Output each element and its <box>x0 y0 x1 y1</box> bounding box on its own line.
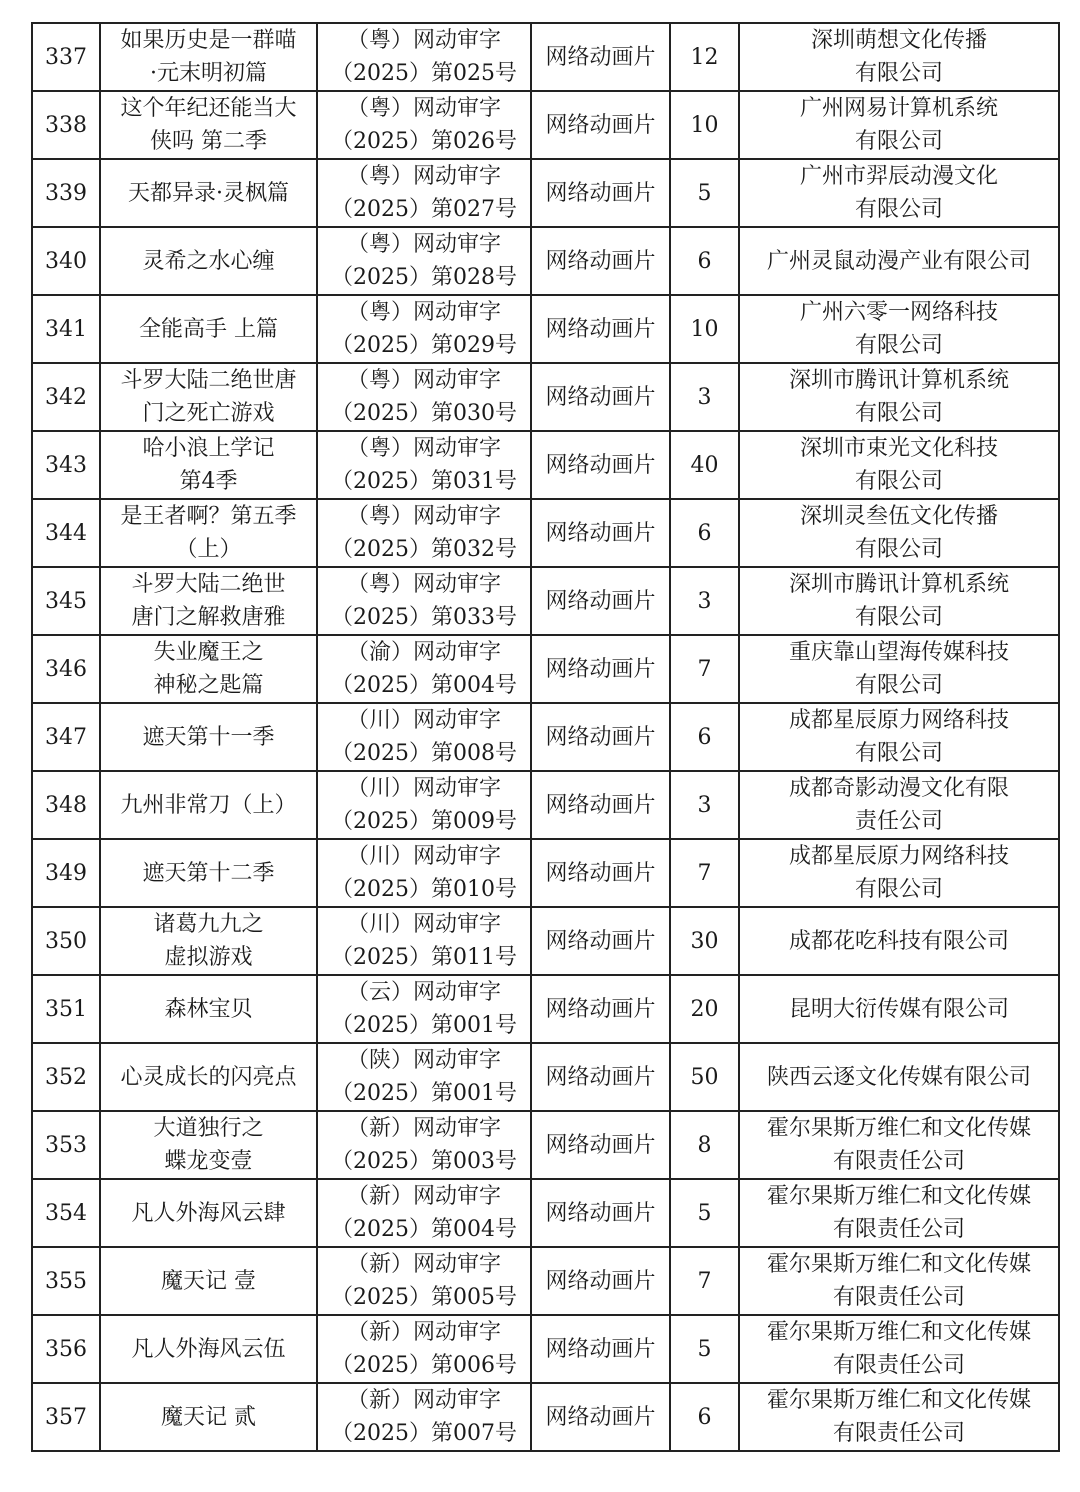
cell-approval-number <box>317 1043 531 1111</box>
cell-serial-number: 343 <box>32 431 100 499</box>
cell-episodes: 3 <box>670 363 739 431</box>
cell-company-line: 昆明大衍传媒有限公司 <box>788 996 1009 1022</box>
cell-episodes: 10 <box>670 91 739 159</box>
cell-approval-number-line: （2025）第006号 <box>331 1353 517 1378</box>
cell-company-line: 有限公司 <box>854 673 943 698</box>
cell-episodes: 6 <box>670 499 739 567</box>
table-row <box>32 703 1059 771</box>
cell-serial-number: 352 <box>32 1043 100 1111</box>
cell-episodes: 40 <box>670 431 739 499</box>
cell-company-line: 广州灵鼠动漫产业有限公司 <box>766 248 1031 274</box>
table-row <box>32 1111 1059 1179</box>
cell-approval-number <box>317 1247 531 1315</box>
cell-title-line: 遮天第十二季 <box>142 860 275 886</box>
cell-company-line: 责任公司 <box>854 809 943 834</box>
cell-company-line: 有限公司 <box>854 605 943 630</box>
table-row <box>32 159 1059 227</box>
cell-type: 网络动画片 <box>531 431 670 499</box>
cell-title-line: 凡人外海风云伍 <box>131 1336 286 1362</box>
cell-episodes: 7 <box>670 635 739 703</box>
cell-serial-number: 340 <box>32 227 100 295</box>
cell-approval-number <box>317 771 531 839</box>
cell-episodes: 6 <box>670 227 739 295</box>
cell-title-line: 凡人外海风云肆 <box>131 1200 286 1226</box>
cell-company-line: 有限公司 <box>854 333 943 358</box>
cell-title-line: 斗罗大陆二绝世唐 <box>120 368 297 393</box>
cell-type: 网络动画片 <box>531 1315 670 1383</box>
cell-serial-number: 346 <box>32 635 100 703</box>
cell-approval-number <box>317 227 531 295</box>
cell-episodes: 3 <box>670 771 739 839</box>
cell-approval-number <box>317 159 531 227</box>
cell-title <box>100 431 317 499</box>
table-row <box>32 567 1059 635</box>
cell-title <box>100 1315 317 1383</box>
cell-type: 网络动画片 <box>531 227 670 295</box>
cell-company <box>739 295 1059 363</box>
animation-registry-table <box>31 22 1060 1452</box>
cell-approval-number <box>317 1179 531 1247</box>
cell-approval-number <box>317 703 531 771</box>
cell-approval-number-line: （云）网动审字 <box>346 980 501 1005</box>
cell-title-line: 天都异录·灵枫篇 <box>128 180 289 206</box>
table-row <box>32 431 1059 499</box>
cell-company <box>739 771 1059 839</box>
cell-episodes: 7 <box>670 1247 739 1315</box>
cell-title <box>100 1247 317 1315</box>
cell-title-line: 全能高手 上篇 <box>139 316 278 342</box>
cell-episodes: 12 <box>670 23 739 91</box>
cell-company-line: 深圳市腾讯计算机系统 <box>788 572 1009 597</box>
cell-approval-number-line: （2025）第025号 <box>331 61 517 86</box>
cell-title-line: 虚拟游戏 <box>164 945 253 970</box>
cell-approval-number <box>317 1315 531 1383</box>
cell-company-line: 有限责任公司 <box>832 1149 965 1174</box>
cell-type: 网络动画片 <box>531 771 670 839</box>
table-row <box>32 975 1059 1043</box>
cell-approval-number-line: （陕）网动审字 <box>346 1048 501 1073</box>
cell-type: 网络动画片 <box>531 295 670 363</box>
table-row <box>32 363 1059 431</box>
cell-title-line: 森林宝贝 <box>164 996 253 1022</box>
cell-approval-number <box>317 23 531 91</box>
cell-type: 网络动画片 <box>531 363 670 431</box>
cell-approval-number-line: （川）网动审字 <box>346 912 501 937</box>
cell-title <box>100 295 317 363</box>
cell-company <box>739 907 1059 975</box>
cell-title-line: 失业魔王之 <box>153 640 264 665</box>
cell-serial-number: 341 <box>32 295 100 363</box>
cell-company <box>739 159 1059 227</box>
cell-company-line: 有限公司 <box>854 877 943 902</box>
cell-title <box>100 227 317 295</box>
cell-title-line: ·元末明初篇 <box>150 61 267 86</box>
cell-approval-number-line: （2025）第031号 <box>331 469 517 494</box>
cell-approval-number-line: （2025）第030号 <box>331 401 517 426</box>
cell-approval-number <box>317 1383 531 1451</box>
cell-company-line: 有限责任公司 <box>832 1217 965 1242</box>
cell-approval-number-line: （粤）网动审字 <box>346 572 501 597</box>
cell-company <box>739 431 1059 499</box>
cell-company <box>739 91 1059 159</box>
cell-company <box>739 227 1059 295</box>
cell-company <box>739 1043 1059 1111</box>
cell-approval-number-line: （粤）网动审字 <box>346 368 501 393</box>
cell-approval-number <box>317 635 531 703</box>
cell-company-line: 广州六零一网络科技 <box>799 300 998 325</box>
cell-type: 网络动画片 <box>531 91 670 159</box>
cell-episodes: 6 <box>670 703 739 771</box>
cell-company-line: 深圳市腾讯计算机系统 <box>788 368 1009 393</box>
cell-serial-number: 337 <box>32 23 100 91</box>
table-row <box>32 91 1059 159</box>
cell-title <box>100 1179 317 1247</box>
cell-approval-number-line: （新）网动审字 <box>346 1184 501 1209</box>
cell-type: 网络动画片 <box>531 975 670 1043</box>
cell-type: 网络动画片 <box>531 499 670 567</box>
cell-episodes: 6 <box>670 1383 739 1451</box>
cell-approval-number <box>317 91 531 159</box>
cell-serial-number: 339 <box>32 159 100 227</box>
cell-company-line: 有限公司 <box>854 741 943 766</box>
cell-approval-number-line: （粤）网动审字 <box>346 504 501 529</box>
cell-episodes: 3 <box>670 567 739 635</box>
cell-approval-number-line: （2025）第008号 <box>331 741 517 766</box>
cell-approval-number-line: （粤）网动审字 <box>346 28 501 53</box>
cell-company-line: 成都星辰原力网络科技 <box>788 708 1009 733</box>
table-row <box>32 771 1059 839</box>
cell-title <box>100 635 317 703</box>
cell-approval-number-line: （2025）第005号 <box>331 1285 517 1310</box>
cell-title <box>100 1383 317 1451</box>
registry-table-container <box>31 22 1058 1452</box>
cell-title <box>100 567 317 635</box>
cell-company <box>739 975 1059 1043</box>
cell-title <box>100 907 317 975</box>
cell-approval-number-line: （2025）第007号 <box>331 1421 517 1446</box>
cell-approval-number <box>317 567 531 635</box>
cell-serial-number: 345 <box>32 567 100 635</box>
cell-company-line: 有限责任公司 <box>832 1353 965 1378</box>
cell-title-line: 唐门之解救唐雅 <box>131 605 286 630</box>
cell-title-line: 侠吗 第二季 <box>150 129 267 154</box>
cell-title-line: 诸葛九九之 <box>153 912 264 937</box>
cell-approval-number-line: （川）网动审字 <box>346 708 501 733</box>
cell-company-line: 有限公司 <box>854 197 943 222</box>
cell-serial-number: 344 <box>32 499 100 567</box>
cell-title-line: 第4季 <box>179 469 238 494</box>
cell-approval-number-line: （川）网动审字 <box>346 844 501 869</box>
cell-serial-number: 342 <box>32 363 100 431</box>
cell-type: 网络动画片 <box>531 159 670 227</box>
cell-title-line: 是王者啊？第五季 <box>120 504 297 529</box>
cell-serial-number: 356 <box>32 1315 100 1383</box>
cell-approval-number-line: （2025）第032号 <box>331 537 517 562</box>
cell-serial-number: 351 <box>32 975 100 1043</box>
cell-approval-number <box>317 907 531 975</box>
cell-company <box>739 1247 1059 1315</box>
cell-approval-number <box>317 431 531 499</box>
cell-company <box>739 499 1059 567</box>
cell-approval-number-line: （2025）第001号 <box>331 1081 517 1106</box>
cell-approval-number-line: （新）网动审字 <box>346 1320 501 1345</box>
cell-episodes: 10 <box>670 295 739 363</box>
cell-episodes: 5 <box>670 1179 739 1247</box>
cell-company <box>739 839 1059 907</box>
cell-type: 网络动画片 <box>531 1043 670 1111</box>
cell-company-line: 霍尔果斯万维仁和文化传媒 <box>766 1388 1031 1413</box>
cell-title-line: 九州非常刀（上） <box>120 792 297 818</box>
cell-company-line: 有限公司 <box>854 537 943 562</box>
cell-approval-number-line: （2025）第029号 <box>331 333 517 358</box>
cell-approval-number-line: （2025）第028号 <box>331 265 517 290</box>
cell-approval-number <box>317 839 531 907</box>
cell-title-line: 大道独行之 <box>153 1116 264 1141</box>
cell-approval-number-line: （粤）网动审字 <box>346 164 501 189</box>
cell-company <box>739 23 1059 91</box>
table-row <box>32 1247 1059 1315</box>
cell-company-line: 成都星辰原力网络科技 <box>788 844 1009 869</box>
cell-company-line: 有限公司 <box>854 401 943 426</box>
table-row <box>32 23 1059 91</box>
cell-approval-number <box>317 363 531 431</box>
cell-approval-number-line: （2025）第027号 <box>331 197 517 222</box>
cell-approval-number-line: （2025）第010号 <box>331 877 517 902</box>
cell-serial-number: 353 <box>32 1111 100 1179</box>
cell-company <box>739 1315 1059 1383</box>
cell-title-line: 灵希之水心缠 <box>142 248 275 274</box>
cell-approval-number <box>317 295 531 363</box>
cell-company <box>739 363 1059 431</box>
table-row <box>32 227 1059 295</box>
table-row <box>32 907 1059 975</box>
cell-company <box>739 567 1059 635</box>
cell-title <box>100 975 317 1043</box>
cell-approval-number-line: （新）网动审字 <box>346 1388 501 1413</box>
table-row <box>32 635 1059 703</box>
cell-title-line: 遮天第十一季 <box>142 724 275 750</box>
table-row <box>32 499 1059 567</box>
cell-serial-number: 347 <box>32 703 100 771</box>
cell-type: 网络动画片 <box>531 567 670 635</box>
cell-company-line: 广州网易计算机系统 <box>799 96 998 121</box>
cell-company-line: 广州市羿辰动漫文化 <box>799 164 998 189</box>
cell-approval-number <box>317 1111 531 1179</box>
table-row <box>32 295 1059 363</box>
cell-company-line: 霍尔果斯万维仁和文化传媒 <box>766 1252 1031 1277</box>
cell-type: 网络动画片 <box>531 839 670 907</box>
cell-company-line: 深圳灵叁伍文化传播 <box>799 504 998 529</box>
cell-title <box>100 1043 317 1111</box>
cell-serial-number: 350 <box>32 907 100 975</box>
cell-approval-number-line: （粤）网动审字 <box>346 300 501 325</box>
cell-approval-number-line: （2025）第004号 <box>331 1217 517 1242</box>
cell-approval-number <box>317 499 531 567</box>
cell-company-line: 霍尔果斯万维仁和文化传媒 <box>766 1116 1031 1141</box>
cell-type: 网络动画片 <box>531 907 670 975</box>
cell-episodes: 8 <box>670 1111 739 1179</box>
cell-title-line: 如果历史是一群喵 <box>120 28 297 53</box>
registry-table-body <box>32 23 1059 1451</box>
cell-type: 网络动画片 <box>531 1383 670 1451</box>
cell-title <box>100 703 317 771</box>
cell-approval-number-line: （2025）第026号 <box>331 129 517 154</box>
cell-title <box>100 1111 317 1179</box>
cell-title-line: （上） <box>175 537 242 562</box>
cell-company-line: 有限责任公司 <box>832 1421 965 1446</box>
cell-type: 网络动画片 <box>531 1179 670 1247</box>
cell-title-line: 蝶龙变壹 <box>164 1149 253 1174</box>
cell-title-line: 神秘之匙篇 <box>153 673 264 698</box>
cell-approval-number-line: （粤）网动审字 <box>346 436 501 461</box>
cell-title-line: 魔天记 贰 <box>161 1404 256 1430</box>
cell-company-line: 霍尔果斯万维仁和文化传媒 <box>766 1320 1031 1345</box>
cell-type: 网络动画片 <box>531 1247 670 1315</box>
cell-approval-number-line: （2025）第003号 <box>331 1149 517 1174</box>
cell-episodes: 20 <box>670 975 739 1043</box>
cell-serial-number: 354 <box>32 1179 100 1247</box>
cell-episodes: 7 <box>670 839 739 907</box>
cell-title <box>100 363 317 431</box>
cell-company-line: 重庆靠山望海传媒科技 <box>788 640 1009 665</box>
cell-approval-number-line: （2025）第009号 <box>331 809 517 834</box>
cell-company-line: 成都奇影动漫文化有限 <box>788 776 1009 801</box>
cell-type: 网络动画片 <box>531 23 670 91</box>
cell-approval-number-line: （粤）网动审字 <box>346 96 501 121</box>
cell-episodes: 5 <box>670 1315 739 1383</box>
cell-title <box>100 499 317 567</box>
cell-company-line: 成都花吃科技有限公司 <box>788 928 1009 954</box>
cell-company-line: 有限公司 <box>854 61 943 86</box>
cell-company-line: 有限责任公司 <box>832 1285 965 1310</box>
cell-serial-number: 355 <box>32 1247 100 1315</box>
cell-title-line: 这个年纪还能当大 <box>120 96 297 121</box>
cell-serial-number: 338 <box>32 91 100 159</box>
cell-approval-number-line: （新）网动审字 <box>346 1116 501 1141</box>
cell-company <box>739 1111 1059 1179</box>
cell-type: 网络动画片 <box>531 1111 670 1179</box>
cell-title <box>100 23 317 91</box>
cell-approval-number-line: （2025）第011号 <box>331 945 517 970</box>
cell-company-line: 有限公司 <box>854 469 943 494</box>
cell-title-line: 门之死亡游戏 <box>142 401 275 426</box>
table-row <box>32 1383 1059 1451</box>
cell-title <box>100 91 317 159</box>
cell-type: 网络动画片 <box>531 635 670 703</box>
table-row <box>32 1043 1059 1111</box>
cell-approval-number-line: （2025）第004号 <box>331 673 517 698</box>
cell-serial-number: 348 <box>32 771 100 839</box>
cell-company <box>739 703 1059 771</box>
cell-episodes: 30 <box>670 907 739 975</box>
cell-company-line: 深圳萌想文化传播 <box>810 28 987 53</box>
cell-title <box>100 839 317 907</box>
cell-company-line: 深圳市束光文化科技 <box>799 436 998 461</box>
cell-title <box>100 771 317 839</box>
cell-company-line: 有限公司 <box>854 129 943 154</box>
cell-approval-number-line: （2025）第033号 <box>331 605 517 630</box>
cell-title-line: 哈小浪上学记 <box>142 436 275 461</box>
cell-company-line: 霍尔果斯万维仁和文化传媒 <box>766 1184 1031 1209</box>
cell-approval-number <box>317 975 531 1043</box>
cell-title <box>100 159 317 227</box>
cell-company-line: 陕西云逐文化传媒有限公司 <box>766 1064 1031 1090</box>
cell-company <box>739 1383 1059 1451</box>
cell-title-line: 魔天记 壹 <box>161 1268 256 1294</box>
cell-approval-number-line: （新）网动审字 <box>346 1252 501 1277</box>
cell-company <box>739 1179 1059 1247</box>
cell-type: 网络动画片 <box>531 703 670 771</box>
cell-approval-number-line: （川）网动审字 <box>346 776 501 801</box>
cell-episodes: 50 <box>670 1043 739 1111</box>
cell-approval-number-line: （渝）网动审字 <box>346 640 501 665</box>
table-row <box>32 1315 1059 1383</box>
cell-serial-number: 349 <box>32 839 100 907</box>
table-row <box>32 839 1059 907</box>
cell-approval-number-line: （2025）第001号 <box>331 1013 517 1038</box>
cell-company <box>739 635 1059 703</box>
cell-title-line: 斗罗大陆二绝世 <box>131 572 286 597</box>
cell-episodes: 5 <box>670 159 739 227</box>
cell-approval-number-line: （粤）网动审字 <box>346 232 501 257</box>
cell-serial-number: 357 <box>32 1383 100 1451</box>
table-row <box>32 1179 1059 1247</box>
cell-title-line: 心灵成长的闪亮点 <box>120 1064 297 1090</box>
